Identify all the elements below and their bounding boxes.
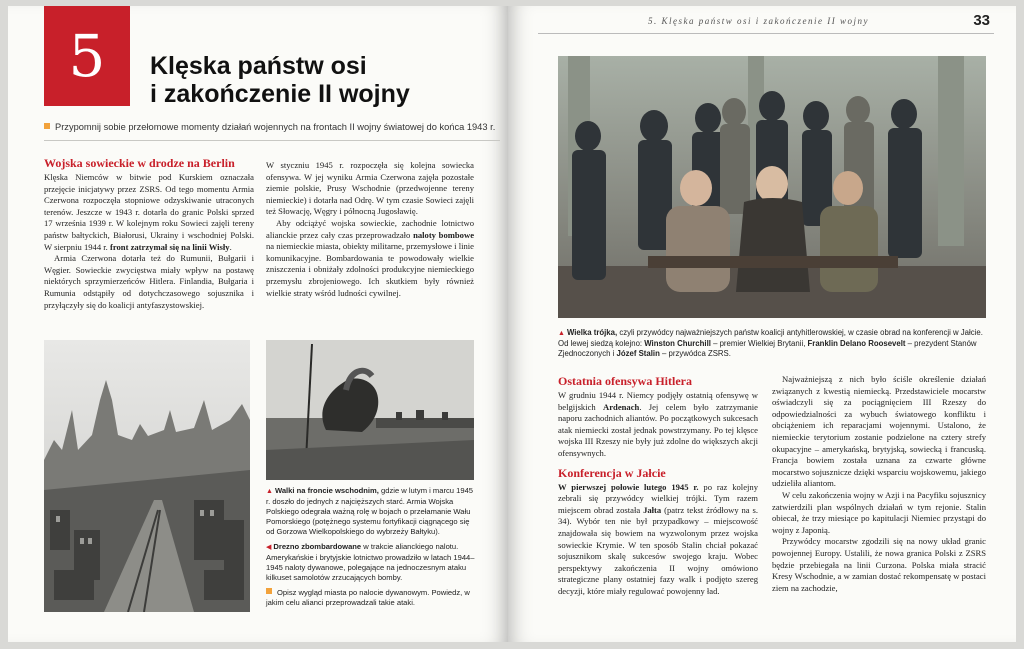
- text: po raz kolejny zebrali się przywódcy wielkiej trójki. Tym razem miejscem obrad została: [558, 481, 758, 515]
- text: w trakcie alianckiego nalotu. Amerykańskie i brytyjskie lotnictwo prowadziło w latach 1944–1945 naloty dywanowe, polegające na jednoczesnym ataku kilkuset samolotów zrzucających bomby.: [266, 542, 475, 582]
- paragraph: Najważniejszą z nich było ściśle określenie działań związanych z kwestią niemiecką. Przedstawiciele mocarstw oświadczyli się za pociągnięciem III Rzeszy do odpowiedzialności za wybuch światowego konfliktu i obciążeniem ich reparacjami wojennymi. Ustalono, że niemieckie terytorium zostanie podzielone na cztery strefy okupacyjne – amerykańską, brytyjską, sowiecką i francuską. Francja bowiem została uznana za czwarte główne mocarstwo sojusznicze dzięki wsparciu wojskowemu, jakiego udzieliła aliantom.: [772, 374, 986, 489]
- bold-text: W pierwszej połowie lutego 1945 r.: [558, 481, 699, 492]
- text: na niemieckie miasta, obiekty militarne, przemysłowe i linie komunikacyjne. Bombardowania te powodowały wielkie zniszczenia i obniżały zdolności produkcyjne niemieckiego przemysłu zbrojeniowego. Ich skutkiem były również wielkie straty wśród ludności cywilnej.: [266, 241, 474, 298]
- text: gdzie w lutym i marcu 1945 r. doszło do jednych z najcięższych starć. Armia Wojska Polskiego odegrała ważną rolę w bojach o przełamanie Wału Pomorskiego (potężnego systemu fortyfikacji ciągnącego się od Gorzowa Wielkopolskiego do wybrzeży Bałtyku).: [266, 486, 474, 536]
- text: – prezydent Stanów Zjednoczonych i: [558, 339, 977, 358]
- paragraph: W styczniu 1945 r. rozpoczęła się kolejna sowiecka ofensywa. W jej wyniku Armia Czerwona zajęła pozostałe ziemie polskie, Prusy Wschodnie (przedwojenne tereny niemieckie) i dotarła nad Odrę. W tym czasie Sowieci zajęli też Słowację, Węgry i północną Jugosławię.: [266, 160, 474, 217]
- running-head: 5. Klęska państw osi i zakończenie II wojny: [648, 16, 869, 26]
- dresden-ruins-photo: [44, 340, 250, 612]
- square-bullet-icon: [44, 123, 50, 129]
- chapter-title-line2: i zakończenie II wojny: [150, 80, 410, 108]
- paragraph: Klęska Niemców w bitwie pod Kurskiem oznaczała przejęcie inicjatywy przez ZSRS. Od tego momentu Armia Czerwona rozpoczęła stopniowe odzyskiwanie utraconych terenów. Jeszcze w 1943 r. dotarła do granic Polski sprzed 17 września 1939 r. W kolejnym roku Sowieci zajęli tereny państw bałtyckich, Białorusi, Ukrainy i wschodniej Polski. W sierpniu 1944 r. front zatrzymał się na linii Wisły.: [44, 172, 254, 252]
- caption-triangle-icon: ▲: [558, 330, 565, 337]
- paragraph: Armia Czerwona dotarła też do Rumunii, Bułgarii i Węgier. Sowieckie zwycięstwa miały wpływ na postawę niektórych sprzymierzeńców Hitlera. Finlandia, Bułgaria i Rumunia odstąpiły od dotychczasowego sojusznika i przyłączyły się do koalicji antyfaszystowskiej.: [44, 253, 254, 310]
- paragraph: W celu zakończenia wojny w Azji i na Pacyfiku sojusznicy zatwierdzili plan wspólnych działań w tym rejonie. Stalin obiecał, że trzy miesiące po kapitulacji Niemiec przystąpi do wojny z Japonią.: [772, 489, 986, 535]
- text-column-4: [772, 374, 986, 594]
- caption-dresden: [266, 542, 478, 583]
- bold-text: Jałta: [643, 504, 662, 515]
- bold-text: Winston Churchill: [644, 339, 711, 348]
- page-number: 33: [973, 12, 990, 29]
- text-column-3: [558, 374, 758, 598]
- section-heading-ardennes: Ostatnia ofensywa Hitlera: [558, 374, 692, 388]
- left-page: [8, 6, 508, 642]
- chapter-title: [150, 52, 490, 108]
- section-heading-berlin: Wojska sowieckie w drodze na Berlin: [44, 156, 235, 170]
- yalta-big-three-image: [558, 56, 986, 318]
- text: Aby odciążyć wojska sowieckie, zachodnie lotnictwo alianckie przez cały czas przeprowadzało: [266, 217, 474, 240]
- bold-text: naloty bombowe: [413, 229, 475, 240]
- bold-text: Walki na froncie wschodnim,: [274, 486, 379, 495]
- text: – premier Wielkiej Brytanii,: [713, 339, 806, 348]
- bold-text: Ardenach: [603, 401, 640, 412]
- text: (patrz tekst źródłowy na s. 34). Wybór ten nie był przypadkowy – miejscowość znajdowała się bowiem na wyzwolonym przez wojska sowieckie Krymie. W ten sposób Stalin chciał pokazać sojusznikom skalę sukcesów swojego kraju. Wobec perspektywy zakończenia II wojny omówiono strategiczne plany ostatniej fazy walk i podjęto szereg decyzji, które miały regulować powojenny ład.: [558, 504, 759, 596]
- bold-text: front zatrzymał się na linii Wisły: [109, 241, 230, 252]
- chapter-intro: [44, 122, 500, 141]
- eastern-front-photo: [266, 340, 474, 480]
- paragraph: Przywódcy mocarstw zgodzili się na nowy układ granic powojennej Europy. Ustalili, że nowa granica Polski z ZSRS będzie przebiegała na linii Curzona. Polska miała stracić Kresy Wschodnie, a w zamian dostać rekompensatę w postaci ziem na zachodzie,: [772, 536, 986, 593]
- caption-triangle-icon: ▲: [266, 488, 273, 495]
- text: czyli przywódcy najważniejszych państw koalicji antyhitlerowskiej, w czasie obrad na konferencji w Jałcie. Od lewej siedzą kolejno:: [558, 328, 983, 348]
- intro-text: Przypomnij sobie przełomowe momenty działań wojennych na frontach II wojny światowej do końca 1943 r.: [55, 122, 496, 132]
- bold-text: Drezno zbombardowane: [273, 542, 362, 551]
- text-column-2: [266, 160, 474, 299]
- text-column-1: [44, 156, 254, 311]
- yalta-conference-photo: [558, 56, 986, 318]
- section-heading-yalta: Konferencja w Jałcie: [558, 465, 666, 480]
- paragraph: [558, 390, 758, 460]
- dresden-ruins-image: [44, 340, 250, 612]
- caption-triangle-left-icon: ◀: [266, 544, 272, 551]
- text: Klęska Niemców w bitwie pod Kurskiem oznaczała przejęcie inicjatywy przez ZSRS. Od tego momentu Armia Czerwona rozpoczęła stopniowe odzyskiwanie utraconych terenów. Jeszcze w 1943 r. dotarła do granic Polski sprzed 17 września 1939 r. W kolejnym roku Sowieci zajęli tereny państw bałtyckich, Białorusi, Ukrainy i wschodniej Polski. W sierpniu 1944 r.: [44, 172, 254, 252]
- chapter-number-box: [44, 6, 130, 106]
- chapter-number: 5: [68, 22, 106, 90]
- caption-task: [266, 588, 478, 608]
- eastern-front-image: [266, 340, 474, 480]
- caption-eastern-front: [266, 486, 478, 537]
- paragraph: [558, 482, 758, 598]
- chapter-title-line1: Klęska państw osi: [150, 52, 367, 80]
- bold-text: Wielka trójka,: [566, 328, 618, 337]
- bold-text: Józef Stalin: [616, 349, 660, 358]
- bold-text: Franklin Delano Roosevelt: [807, 339, 906, 348]
- text: W grudniu 1944 r. Niemcy podjęły ostatnią ofensywę w belgijskich: [558, 390, 758, 412]
- captions-block: [266, 486, 478, 613]
- text: . Jej celem było zatrzymanie naporu zachodnich aliantów. Po początkowych sukcesach atak niemiecki został jednak powstrzymany. Po tej klęsce wojska III Rzeszy nie były już zdolne do większych akcji ofensywnych.: [558, 401, 758, 458]
- text: – przywódca ZSRS.: [662, 349, 731, 358]
- text: Opisz wygląd miasta po nalocie dywanowym. Powiedz, w jakim celu alianci przeprowadzali takie ataki.: [266, 588, 470, 607]
- yalta-photo-caption: [558, 328, 986, 359]
- square-bullet-icon: [266, 588, 272, 594]
- header-rule: [538, 33, 994, 34]
- paragraph: [266, 218, 474, 299]
- right-page: [508, 6, 1016, 642]
